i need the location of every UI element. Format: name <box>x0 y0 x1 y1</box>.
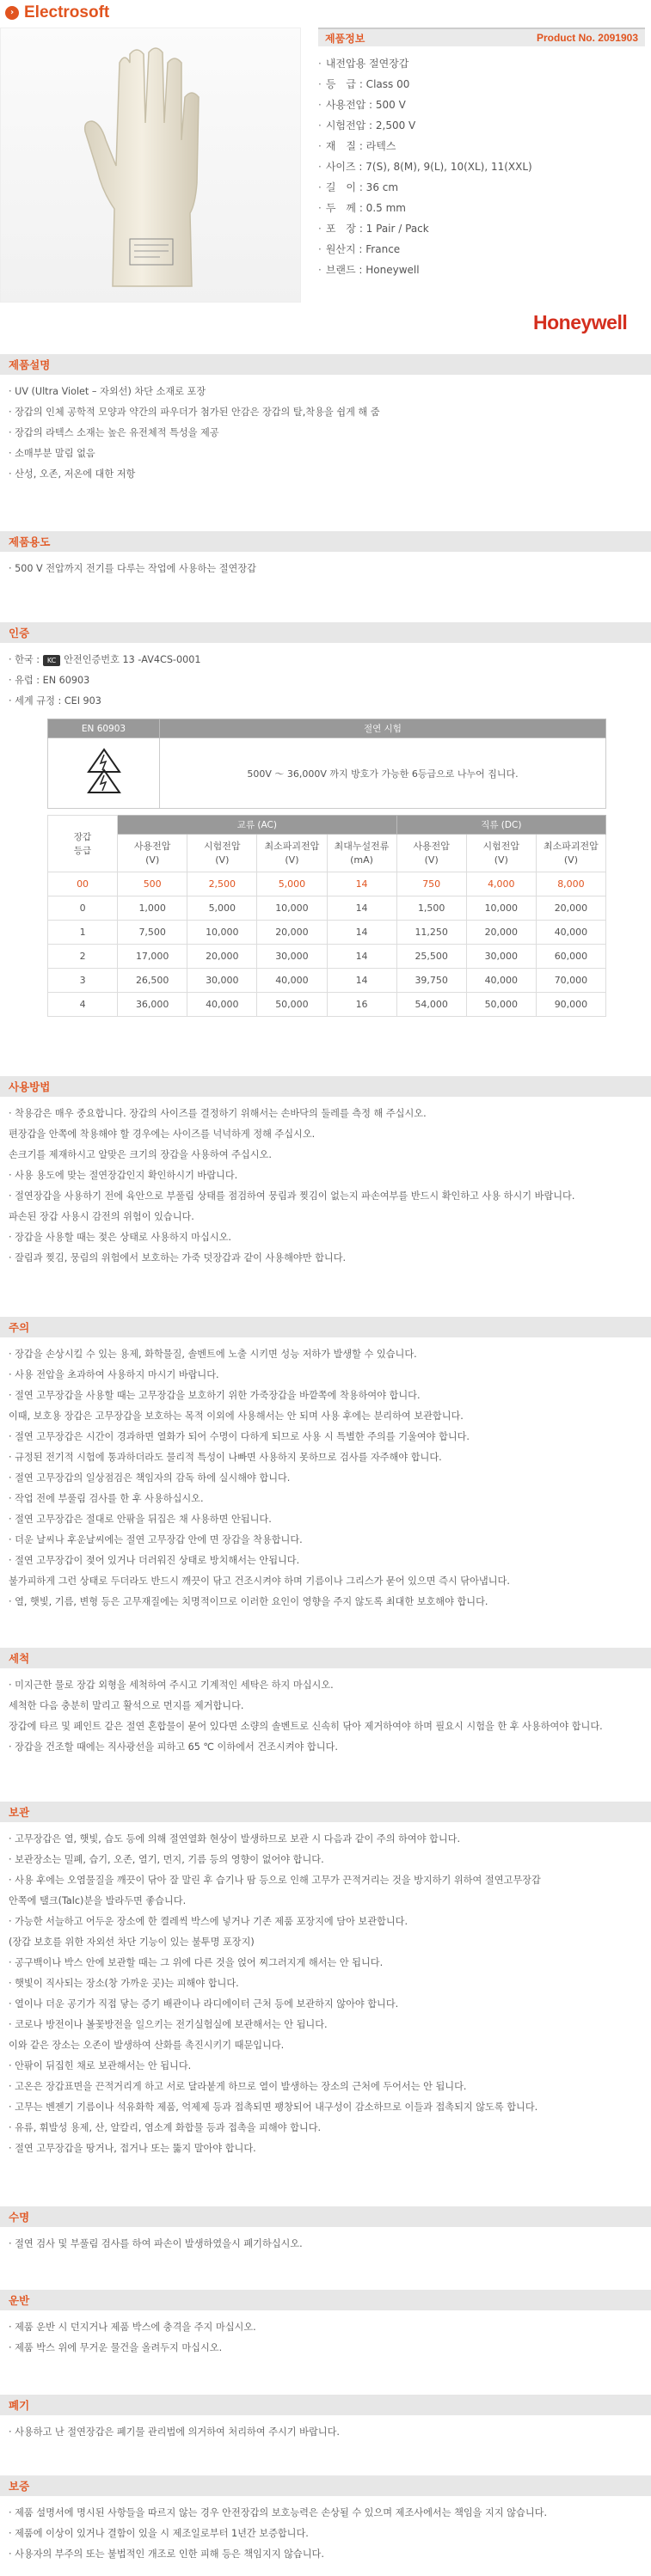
table-cell: 70,000 <box>536 969 605 993</box>
list-item: 안쪽에 탤크(Talc)분을 발라두면 좋습니다. <box>9 1895 187 1906</box>
table-cell: 54,000 <box>396 993 466 1017</box>
list-item: · 미지근한 물로 장갑 외형을 세척하여 주시고 기계적인 세탁은 하지 마십시오. <box>9 1675 651 1696</box>
sub-header: 사용전압 (V) <box>396 835 466 872</box>
list-item: · 절연 고무장갑은 시간이 경과하면 열화가 되어 수명이 다하게 되므로 사용 시 특별한 주의를 기울여야 합니다. <box>9 1427 651 1447</box>
spec-item: · 사이즈 : 7(S), 8(M), 9(L), 10(XL), 11(XXL) <box>318 156 645 177</box>
section-transport <box>0 2290 651 2359</box>
table-cell: 26,500 <box>118 969 187 993</box>
table-cell: 50,000 <box>257 993 327 1017</box>
table-cell: 25,500 <box>396 945 466 969</box>
list-item: 불가피하게 그런 상태로 두더라도 반드시 깨끗이 닦고 건조시켜야 하며 기름이나 그리스가 묻어 있으면 즉시 닦아냅니다. <box>9 1576 510 1587</box>
list-item: · 500 V 전압까지 전기를 다루는 작업에 사용하는 절연장갑 <box>9 559 651 579</box>
table-cell: 500 <box>118 872 187 896</box>
list-item: · 코로나 방전이나 볼꽃방전을 일으키는 전기실험실에 보관해서는 안 됩니다. <box>9 2015 651 2035</box>
list-item: · 가능한 서늘하고 어두운 장소에 한 켤레씩 박스에 넣거나 기존 제품 포장지에 담아 보관합니다. <box>9 1912 651 1932</box>
section-cert <box>0 622 651 712</box>
section-method <box>0 1076 651 1269</box>
list-item: · UV (Ultra Violet – 자외선) 차단 소재로 포장 <box>9 382 651 402</box>
list-item: · 햇빛이 직사되는 장소(창 가까운 곳)는 피해야 합니다. <box>9 1973 651 1994</box>
table-row <box>48 969 606 993</box>
list-item: · 사용 전압을 초과하여 사용하지 마시기 바랍니다. <box>9 1365 651 1386</box>
table-cell: 30,000 <box>257 945 327 969</box>
sub-header: 최소파괴전압 (V) <box>536 835 605 872</box>
table-cell: 2,500 <box>187 872 257 896</box>
list-item: · 사용 후에는 오염물질을 깨끗이 닦아 잘 말린 후 습기나 땀 등으로 인해 고무가 끈적거리는 것을 방지하기 위하여 절연고무장갑 <box>9 1870 651 1891</box>
table-cell: 1 <box>48 921 118 945</box>
sub-header: 최소파괴전압 (V) <box>257 835 327 872</box>
table-cell: 3 <box>48 969 118 993</box>
section-title: 인증 <box>9 627 30 639</box>
list-item: · 제품에 이상이 있거나 결함이 있을 시 제조일로부터 1년간 보증합니다. <box>9 2524 651 2544</box>
table-cell: 14 <box>327 921 396 945</box>
list-item: 이와 같은 장소는 오존이 발생하여 산화를 촉진시키기 때문입니다. <box>9 2040 285 2051</box>
list-item: · 열, 햇빛, 기름, 변형 등은 고무재질에는 치명적이므로 이러한 요인이 영향을 주지 않도록 최대한 보호해야 합니다. <box>9 1592 651 1612</box>
table-cell: 14 <box>327 945 396 969</box>
table-cell: 0 <box>48 896 118 921</box>
kc-mark-icon: KC <box>43 655 60 666</box>
section-bar <box>0 354 651 375</box>
table-cell: 17,000 <box>118 945 187 969</box>
list-item: · 잘림과 찢김, 뭉림의 위험에서 보호하는 가죽 덧장갑과 같이 사용해야만 합니다. <box>9 1248 651 1269</box>
list-item: 파손된 장갑 사용시 감전의 위험이 있습니다. <box>9 1211 194 1222</box>
table-header: 절연 시험 <box>160 719 606 738</box>
section-title: 수명 <box>9 2211 30 2224</box>
honeywell-logo: Honeywell <box>533 311 628 333</box>
voltage-table <box>47 815 606 1017</box>
table-header: EN 60903 <box>48 719 160 738</box>
table-cell: 7,500 <box>118 921 187 945</box>
glove-image <box>1 28 302 303</box>
section-list <box>0 2503 651 2565</box>
list-item: · 사용 용도에 맞는 절연장갑인지 확인하시기 바랍니다. <box>9 1166 651 1186</box>
list-item: 손크기를 제재하시고 알맞은 크기의 장갑을 사용하여 주십시오. <box>9 1149 272 1160</box>
table-row <box>48 872 606 896</box>
section-description <box>0 354 651 485</box>
table-cell: 4,000 <box>466 872 536 896</box>
section-title: 세척 <box>9 1652 30 1665</box>
table-cell: 40,000 <box>187 993 257 1017</box>
list-item: · 장갑의 라텍스 소재는 높은 유전체적 특성을 제공 <box>9 423 651 444</box>
list-item: · 보관장소는 밀폐, 습기, 오존, 열기, 먼지, 기름 등의 영향이 없어야 합니다. <box>9 1850 651 1870</box>
list-item: · 장갑을 손상시킬 수 있는 용제, 화학물질, 솔벤트에 노출 시키면 성능 저하가 발생할 수 있습니다. <box>9 1344 651 1365</box>
spec-item: · 브랜드 : Honeywell <box>318 260 645 280</box>
table-cell: 36,000 <box>118 993 187 1017</box>
table-cell: 750 <box>396 872 466 896</box>
list-item: · 사용하고 난 절연장갑은 폐기물 관리법에 의거하여 처리하여 주시기 바랍니다. <box>9 2422 651 2443</box>
section-lifespan <box>0 2206 651 2255</box>
list-item: · 장갑을 사용할 때는 젖은 상태로 사용하지 마십시오. <box>9 1227 651 1248</box>
list-item: · 절연 고무장갑을 땅거나, 접거나 또는 뚫지 말아야 합니다. <box>9 2139 651 2159</box>
spec-item: · 원산지 : France <box>318 239 645 260</box>
table-cell: 20,000 <box>257 921 327 945</box>
list-item: · 절연 검사 및 부풀림 검사를 하여 파손이 발생하였을시 폐기하십시오. <box>9 2234 651 2255</box>
table-cell: 20,000 <box>536 896 605 921</box>
table-cell: 11,250 <box>396 921 466 945</box>
class-header: 장갑 등급 <box>48 816 118 872</box>
voltage-table-body <box>48 872 606 1017</box>
list-item: · 열이나 더운 공기가 직접 닿는 증기 배관이나 라디에이터 근처 등에 보관하지 않아야 합니다. <box>9 1994 651 2015</box>
list-item: · 고무는 벤젠기 기름이나 석유화학 제품, 억제제 등과 접촉되면 팽창되어 내구성이 감소하므로 이들과 접촉되지 않도록 합니다. <box>9 2097 651 2118</box>
table-cell: 20,000 <box>466 921 536 945</box>
list-item: · 절연 고무장갑의 일상점검은 책임자의 감독 하에 실시해야 합니다. <box>9 1468 651 1489</box>
table-cell: 14 <box>327 896 396 921</box>
table-row <box>48 993 606 1017</box>
table-cell: 10,000 <box>187 921 257 945</box>
en-60903-table <box>47 719 606 809</box>
arrow-right-icon: › <box>5 6 19 20</box>
cert-prefix: 세계 규정 : <box>15 695 62 707</box>
table-cell: 10,000 <box>466 896 536 921</box>
section-bar <box>0 1076 651 1097</box>
spec-header <box>318 28 645 46</box>
table-cell: 40,000 <box>536 921 605 945</box>
section-bar <box>0 622 651 643</box>
list-item: · 절연 고무장갑은 절대로 안팎을 뒤집은 채 사용하면 안됩니다. <box>9 1509 651 1530</box>
list-item: · 고온은 장갑표면을 끈적거리게 하고 서로 달라붙게 하므로 열이 발생하는 장소의 근처에 두어서는 안 됩니다. <box>9 2077 651 2097</box>
list-item: · 착용감은 매우 중요합니다. 장갑의 사이즈를 결정하기 위해서는 손바닥의 둘레를 측정 해 주십시오. <box>9 1104 651 1124</box>
list-item: · 규정된 전기적 시험에 통과하더라도 물리적 특성이 나빠면 사용하지 못하므로 검사를 자주해야 합니다. <box>9 1447 651 1468</box>
table-row <box>48 921 606 945</box>
sub-header: 시험전압 (V) <box>187 835 257 872</box>
list-item: · 제품 박스 위에 무거운 물건을 올려두지 마십시오. <box>9 2338 651 2359</box>
warning-icon <box>48 738 160 809</box>
list-item <box>9 670 651 691</box>
section-bar <box>0 2290 651 2310</box>
cert-text: CEI 903 <box>64 695 101 707</box>
list-item: · 공구백이나 박스 안에 보관할 때는 그 위에 다른 것을 얹어 찌그러지게 해서는 안 됩니다. <box>9 1953 651 1973</box>
section-title: 사용방법 <box>9 1080 51 1093</box>
section-wash <box>0 1648 651 1758</box>
table-row <box>48 945 606 969</box>
spec-item: · 시험전압 : 2,500 V <box>318 115 645 136</box>
list-item: · 제품 설명서에 명시된 사항들을 따르지 않는 경우 안전장갑의 보호능력은 손상될 수 있으며 제조사에서는 책임을 지지 않습니다. <box>9 2503 651 2524</box>
table-cell: 00 <box>48 872 118 896</box>
sub-header: 사용전압 (V) <box>118 835 187 872</box>
section-caution <box>0 1317 651 1612</box>
section-warranty <box>0 2475 651 2565</box>
sub-header: 최대누설전류 (mA) <box>327 835 396 872</box>
spec-item: · 두 께 : 0.5 mm <box>318 198 645 218</box>
en-description: 500V ～ 36,000V 까지 방호가 가능한 6등급으로 나누어 집니다. <box>160 738 606 809</box>
section-title: 제품설명 <box>9 358 51 371</box>
brand-title: Electrosoft <box>24 3 110 21</box>
section-title: 주의 <box>9 1321 30 1334</box>
list-item: · 작업 전에 부풀림 검사를 한 후 사용하십시오. <box>9 1489 651 1509</box>
list-item: 장갑에 타르 및 페인트 같은 절연 혼합물이 묻어 있다면 소량의 솔벤트로 신속히 닦아 제거하여야 하며 필요시 시험을 한 후 사용하여야 합니다. <box>9 1721 603 1732</box>
section-bar <box>0 531 651 552</box>
section-title: 폐기 <box>9 2399 30 2412</box>
spec-box <box>318 28 645 280</box>
table-cell: 40,000 <box>257 969 327 993</box>
table-cell: 14 <box>327 969 396 993</box>
list-item: · 안팎이 뒤집힌 채로 보관해서는 안 됩니다. <box>9 2056 651 2077</box>
section-title: 제품용도 <box>9 535 51 548</box>
spec-item: · 내전압용 절연장갑 <box>318 53 645 74</box>
list-item: 세척한 다음 충분히 말리고 활석으로 먼지를 제거합니다. <box>9 1700 244 1711</box>
sub-header: 시험전압 (V) <box>466 835 536 872</box>
product-number: Product No. 2091903 <box>536 32 638 44</box>
section-list <box>0 1675 651 1758</box>
section-storage <box>0 1802 651 2159</box>
list-item: · 장갑을 건조할 때에는 직사광선을 피하고 65 ℃ 이하에서 건조시켜야 합니다. <box>9 1737 651 1758</box>
list-item <box>9 650 651 670</box>
list-item: · 절연장갑을 사용하기 전에 육안으로 부풀림 상태를 점검하여 뭉림과 찢김이 없는지 파손여부를 반드시 확인하고 사용 하시기 바랍니다. <box>9 1186 651 1207</box>
table-cell: 20,000 <box>187 945 257 969</box>
list-item: · 더운 날씨나 후운날씨에는 절연 고무장갑 안에 면 장갑을 착용합니다. <box>9 1530 651 1551</box>
table-cell: 8,000 <box>536 872 605 896</box>
section-bar <box>0 1317 651 1337</box>
section-list <box>0 382 651 485</box>
section-list <box>0 2234 651 2255</box>
table-cell: 30,000 <box>466 945 536 969</box>
section-list <box>0 2317 651 2359</box>
list-item: · 유류, 휘발성 용제, 산, 알칼리, 염소계 화합물 등과 접촉을 피해야 합니다. <box>9 2118 651 2139</box>
cert-prefix: 한국 : <box>15 654 40 665</box>
table-cell: 1,500 <box>396 896 466 921</box>
section-bar <box>0 2475 651 2496</box>
table-cell: 10,000 <box>257 896 327 921</box>
section-bar <box>0 2206 651 2227</box>
list-item: · 산성, 오존, 저온에 대한 저항 <box>9 464 651 485</box>
table-cell: 5,000 <box>257 872 327 896</box>
table-cell: 50,000 <box>466 993 536 1017</box>
cert-text: EN 60903 <box>42 675 90 686</box>
spec-item: · 재 질 : 라텍스 <box>318 136 645 156</box>
spec-list <box>318 53 645 280</box>
page-header <box>0 0 651 26</box>
spec-item: · 사용전압 : 500 V <box>318 95 645 115</box>
table-cell: 16 <box>327 993 396 1017</box>
table-cell: 5,000 <box>187 896 257 921</box>
product-image <box>0 28 301 303</box>
spec-title: 제품정보 <box>325 32 365 45</box>
section-disposal <box>0 2395 651 2443</box>
table-cell: 14 <box>327 872 396 896</box>
list-item: · 제품 운반 시 던지거나 제품 박스에 충격을 주지 마십시오. <box>9 2317 651 2338</box>
section-list <box>0 1104 651 1269</box>
section-list <box>0 2422 651 2443</box>
table-cell: 1,000 <box>118 896 187 921</box>
section-list <box>0 650 651 712</box>
table-cell: 90,000 <box>536 993 605 1017</box>
spec-item: · 등 급 : Class 00 <box>318 74 645 95</box>
section-bar <box>0 1648 651 1668</box>
section-usage <box>0 531 651 579</box>
list-item: · 고무장갑은 열, 햇빛, 습도 등에 의해 절연열화 현상이 발생하므로 보관 시 다음과 같이 주의 하여야 합니다. <box>9 1829 651 1850</box>
list-item: 이때, 보호용 장갑은 고무장갑을 보호하는 목적 이외에 사용해서는 안 되며 사용 후에는 분리하여 보관합니다. <box>9 1410 464 1422</box>
ac-header: 교류 (AC) <box>118 816 397 835</box>
spec-item: · 길 이 : 36 cm <box>318 177 645 198</box>
section-title: 보증 <box>9 2480 30 2493</box>
section-bar <box>0 2395 651 2415</box>
list-item: · 소매부분 말림 없음 <box>9 444 651 464</box>
section-list <box>0 1829 651 2159</box>
list-item: · 사용자의 부주의 또는 불법적인 개조로 인한 피해 등은 책임지지 않습니다. <box>9 2544 651 2565</box>
cert-prefix: 유럽 : <box>15 675 40 686</box>
table-cell: 60,000 <box>536 945 605 969</box>
dc-header: 직류 (DC) <box>396 816 605 835</box>
section-title: 보관 <box>9 1806 30 1819</box>
table-cell: 30,000 <box>187 969 257 993</box>
table-cell: 39,750 <box>396 969 466 993</box>
list-item: · 장갑의 인체 공학적 모양과 약간의 파우더가 첨가된 안감은 장갑의 탈,착용을 쉽게 해 줌 <box>9 402 651 423</box>
section-title: 운반 <box>9 2294 30 2307</box>
table-row <box>48 896 606 921</box>
list-item: · 절연 고무장갑을 사용할 때는 고무장갑을 보호하기 위한 가죽장갑을 바깥쪽에 착용하여야 합니다. <box>9 1386 651 1406</box>
list-item <box>9 691 651 712</box>
list-item: · 절연 고무장갑이 젖어 있거나 더러워진 상태로 방치해서는 안됩니다. <box>9 1551 651 1571</box>
table-cell: 40,000 <box>466 969 536 993</box>
list-item: (장갑 보호를 위한 자외선 차단 기능이 있는 불투명 포장지) <box>9 1937 255 1948</box>
section-bar <box>0 1802 651 1822</box>
list-item: 편장갑을 안쪽에 착용해야 할 경우에는 사이즈를 넉넉하게 정해 주십시오. <box>9 1129 316 1140</box>
spec-item: · 포 장 : 1 Pair / Pack <box>318 218 645 239</box>
section-list <box>0 559 651 579</box>
table-cell: 4 <box>48 993 118 1017</box>
cert-text: 안전인증번호 13 -AV4CS-0001 <box>64 654 201 665</box>
section-list <box>0 1344 651 1612</box>
table-cell: 2 <box>48 945 118 969</box>
